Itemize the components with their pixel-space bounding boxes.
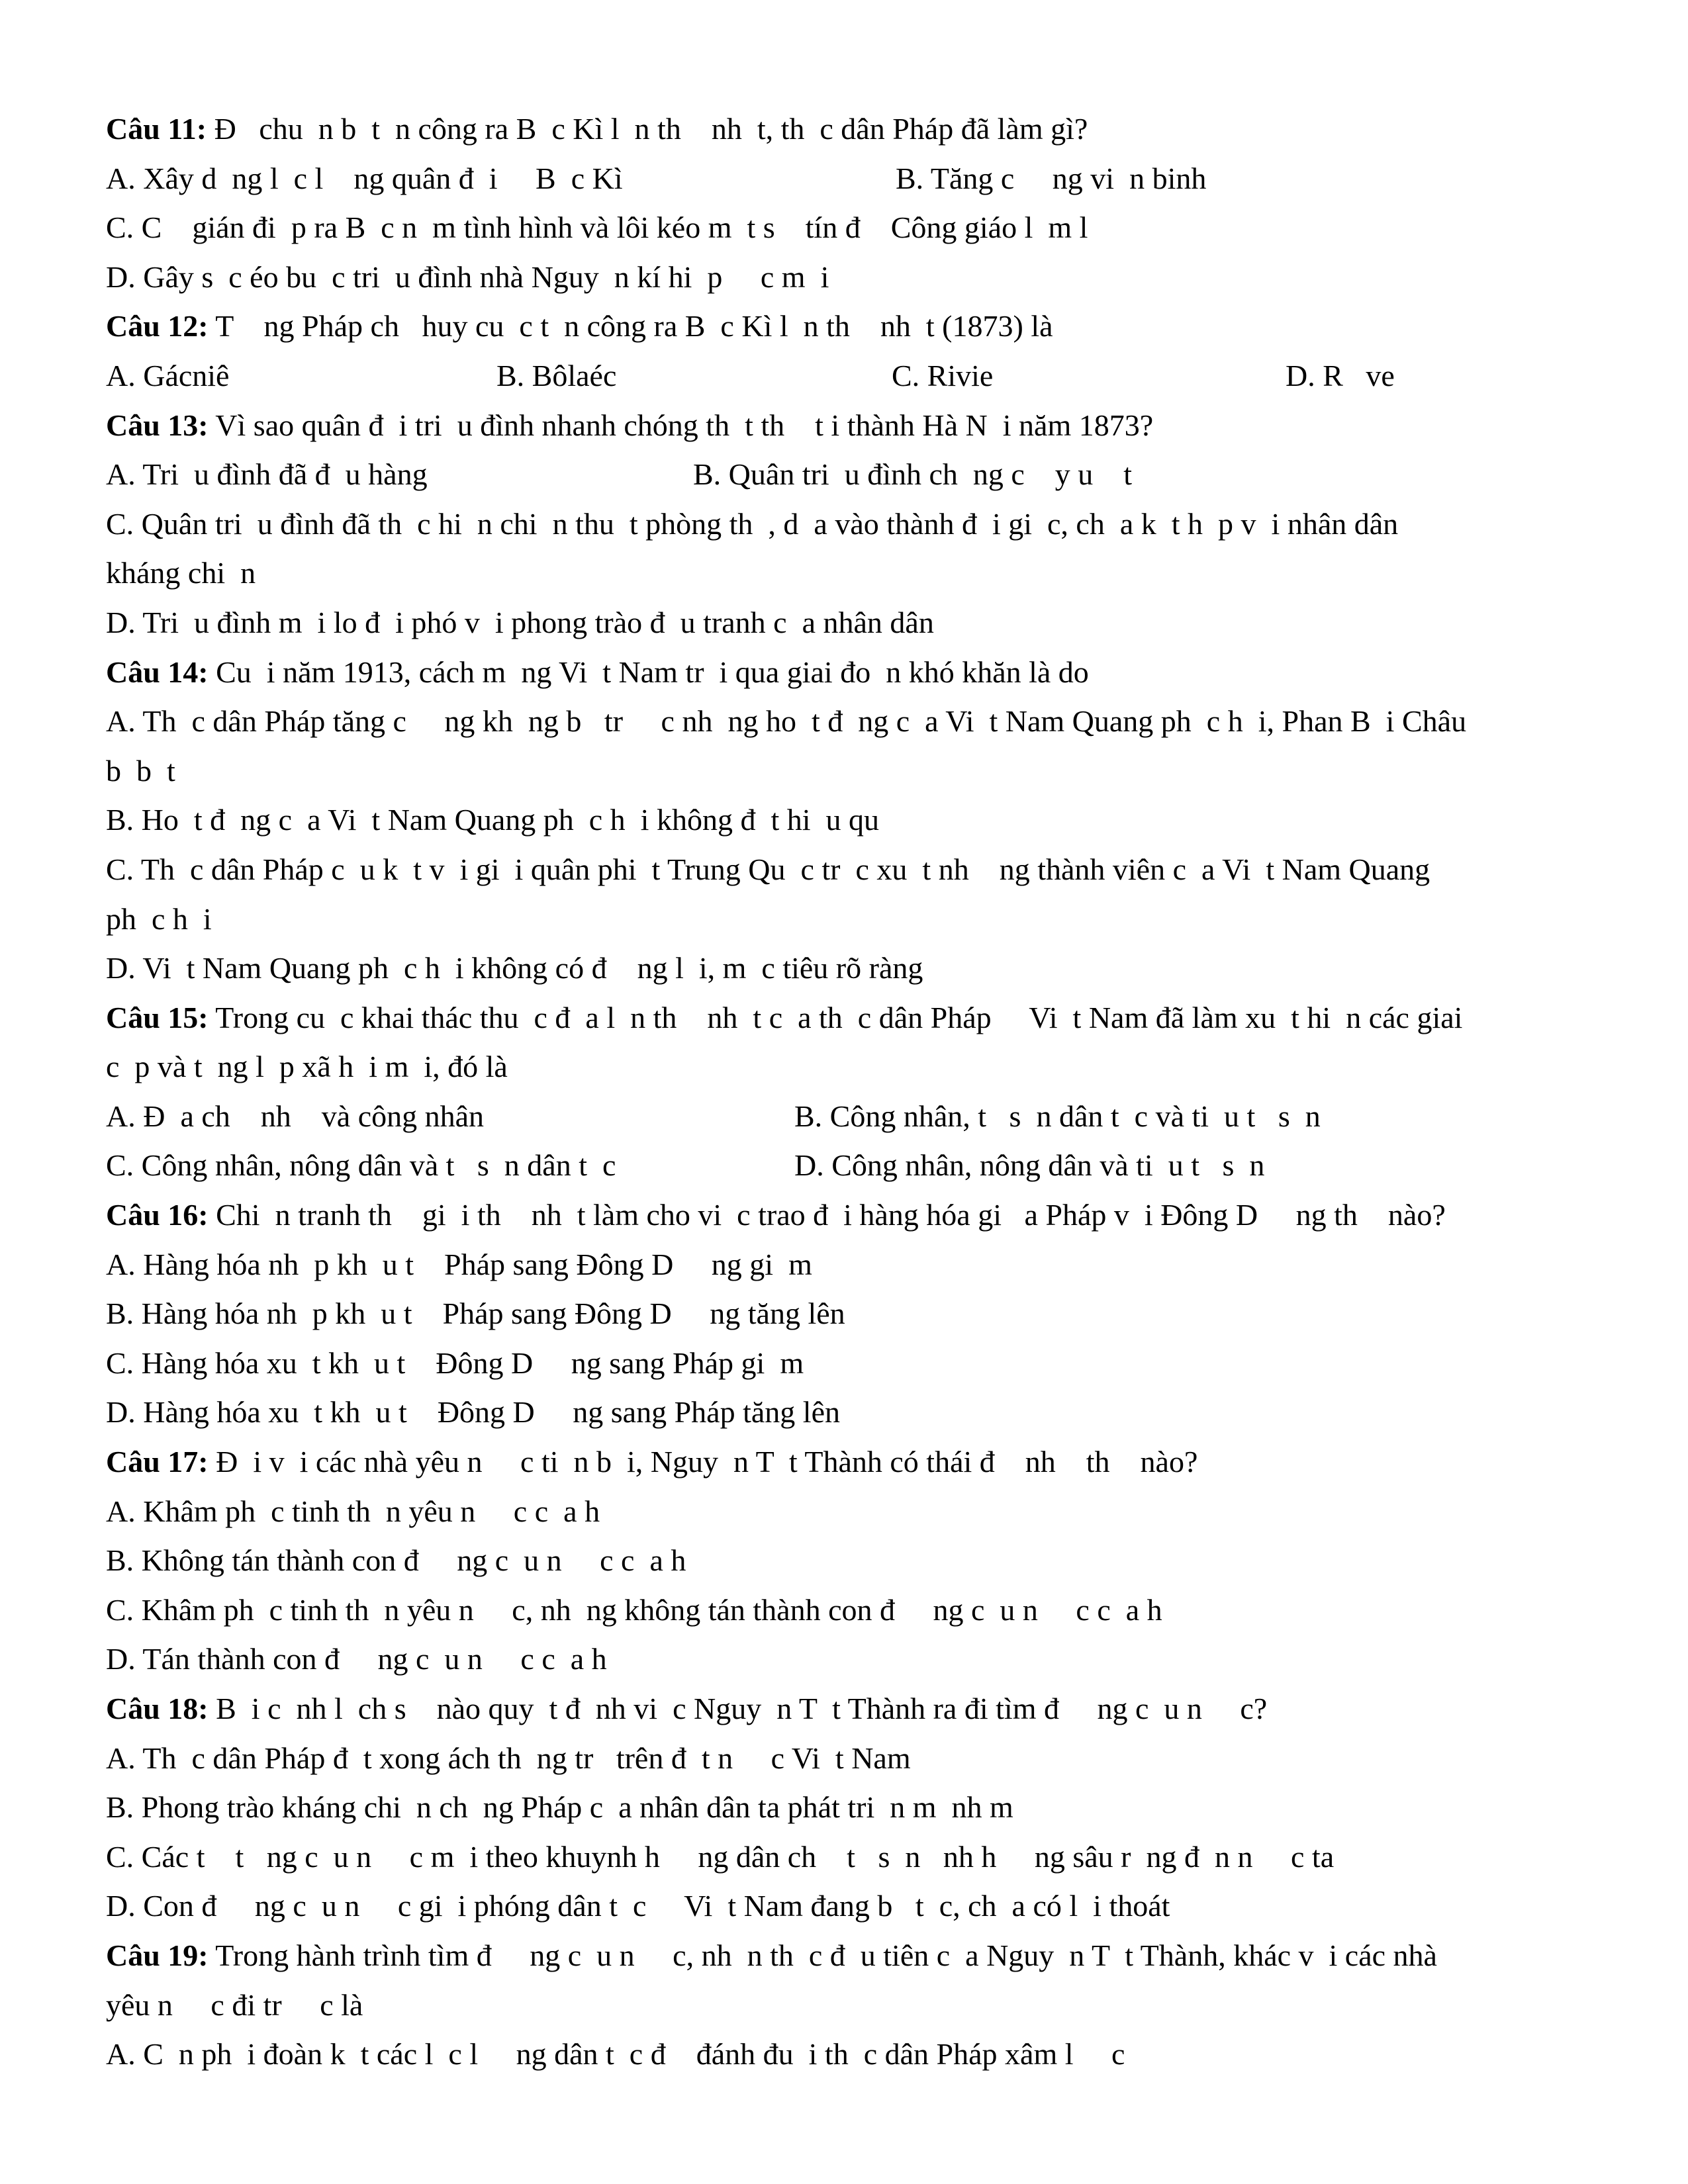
question-17 <box>106 1437 1589 1487</box>
question-text: Vì sao quân đ i tri u đình nhanh chóng th t th t i thành Hà N i năm 1873? <box>208 408 1154 442</box>
option-d: D. Vi t Nam Quang ph c h i không có đ ng l i, m c tiêu rõ ràng <box>106 951 923 985</box>
question-label: Câu 12: <box>106 309 209 343</box>
question-label: Câu 14: <box>106 655 209 689</box>
question-label: Câu 19: <box>106 1938 209 1972</box>
option-c-continued: kháng chi n <box>106 556 256 590</box>
option-d: D. Gây s c éo bu c tri u đình nhà Nguy n kí hi p c m i <box>106 259 829 294</box>
question-label: Câu 16: <box>106 1198 209 1232</box>
question-text: Trong hành trình tìm đ ng c u n c, nh n th c đ u tiên c a Nguy n T t Thành, khác v i các nhà <box>208 1938 1437 1972</box>
question-text: Đ chu n b t n công ra B c Kì l n th nh t, th c dân Pháp đã làm gì? <box>207 112 1088 146</box>
option-d: D. Tri u đình m i lo đ i phó v i phong trào đ u tranh c a nhân dân <box>106 605 934 639</box>
question-19 <box>106 1931 1589 1981</box>
document-page <box>106 105 1589 2079</box>
option-row <box>106 351 1589 401</box>
option-d: D. Công nhân, nông dân và ti u t s n <box>794 1148 1265 1183</box>
option-d: D. Hàng hóa xu t kh u t Đông D ng sang Pháp tăng lên <box>106 1395 840 1430</box>
option-b: B. Hàng hóa nh p kh u t Pháp sang Đông D ng tăng lên <box>106 1297 845 1331</box>
option-b: B. Không tán thành con đ ng c u n c c a h <box>106 1543 686 1578</box>
option-row <box>106 1141 1589 1191</box>
option-a: A. Gácniê <box>106 358 230 392</box>
option-b: B. Ho t đ ng c a Vi t Nam Quang ph c h i không đ t hi u qu <box>106 803 880 837</box>
question-16 <box>106 1191 1589 1240</box>
option-a: A. Th c dân Pháp tăng c ng kh ng b tr c nh ng ho t đ ng c a Vi t Nam Quang ph c h i, Phan B i Châu <box>106 704 1467 739</box>
option-b: B. Công nhân, t s n dân t c và ti u t s n <box>794 1099 1321 1133</box>
option-c: C. Rivie <box>892 358 994 392</box>
option-a: A. Th c dân Pháp đ t xong ách th ng tr trên đ t n c Vi t Nam <box>106 1741 911 1775</box>
option-b: B. Tăng c ng vi n binh <box>896 161 1207 195</box>
option-row <box>106 154 1589 204</box>
option-a: A. Đ a ch nh và công nhân <box>106 1099 485 1133</box>
question-text: Đ i v i các nhà yêu n c ti n b i, Nguy n T t Thành có thái đ nh th nào? <box>208 1445 1198 1479</box>
option-row <box>106 450 1589 500</box>
question-text-continued: yêu n c đi tr c là <box>106 1987 363 2022</box>
option-a: A. C n ph i đoàn k t các l c l ng dân t c đ đánh đu i th c dân Pháp xâm l c <box>106 2037 1125 2071</box>
question-label: Câu 13: <box>106 408 209 442</box>
option-c: C. Khâm ph c tinh th n yêu n c, nh ng không tán thành con đ ng c u n c c a h <box>106 1592 1162 1627</box>
option-a: A. Xây d ng l c l ng quân đ i B c Kì <box>106 161 623 195</box>
option-c: C. Hàng hóa xu t kh u t Đông D ng sang Pháp gi m <box>106 1345 804 1380</box>
question-15 <box>106 993 1589 1043</box>
question-13 <box>106 401 1589 451</box>
option-row <box>106 1092 1589 1142</box>
option-b: B. Bôlaéc <box>496 358 617 392</box>
option-a: A. Hàng hóa nh p kh u t Pháp sang Đông D ng gi m <box>106 1247 812 1281</box>
option-d: D. Con đ ng c u n c gi i phóng dân t c Vi t Nam đang b t c, ch a có l i thoát <box>106 1889 1170 1923</box>
option-c-continued: ph c h i <box>106 901 212 936</box>
question-14 <box>106 648 1589 698</box>
option-d: D. Tán thành con đ ng c u n c c a h <box>106 1642 607 1676</box>
option-b: B. Quân tri u đình ch ng c y u t <box>693 457 1133 492</box>
option-c: C. C gián đi p ra B c n m tình hình và lôi kéo m t s tín đ Công giáo l m l <box>106 210 1088 245</box>
question-label: Câu 17: <box>106 1445 209 1479</box>
option-a: A. Khâm ph c tinh th n yêu n c c a h <box>106 1494 600 1528</box>
option-c: C. Các t t ng c u n c m i theo khuynh h ng dân ch t s n nh h ng sâu r ng đ n n c ta <box>106 1839 1335 1874</box>
question-text-continued: c p và t ng l p xã h i m i, đó là <box>106 1050 508 1084</box>
option-a: A. Tri u đình đã đ u hàng <box>106 457 428 492</box>
question-text: B i c nh l ch s nào quy t đ nh vi c Nguy n T t Thành ra đi tìm đ ng c u n c? <box>208 1692 1268 1725</box>
option-c: C. Công nhân, nông dân và t s n dân t c <box>106 1148 616 1183</box>
question-label: Câu 18: <box>106 1692 209 1725</box>
question-18 <box>106 1684 1589 1734</box>
option-c: C. Th c dân Pháp c u k t v i gi i quân phi t Trung Qu c tr c xu t nh ng thành viên c a Vi t Nam Quang <box>106 852 1430 886</box>
question-text: Chi n tranh th gi i th nh t làm cho vi c trao đ i hàng hóa gi a Pháp v i Đông D ng th nào? <box>208 1198 1446 1232</box>
question-text: Trong cu c khai thác thu c đ a l n th nh t c a th c dân Pháp Vi t Nam đã làm xu t hi n các giai <box>208 1000 1463 1034</box>
question-text: Cu i năm 1913, cách m ng Vi t Nam tr i qua giai đo n khó khăn là do <box>208 655 1089 689</box>
option-d: D. R ve <box>1286 358 1395 392</box>
question-label: Câu 11: <box>106 112 207 146</box>
option-b: B. Phong trào kháng chi n ch ng Pháp c a nhân dân ta phát tri n m nh m <box>106 1790 1013 1825</box>
option-c: C. Quân tri u đình đã th c hi n chi n thu t phòng th , d a vào thành đ i gi c, ch a k t h p v i nhân dân <box>106 506 1399 541</box>
question-text: T ng Pháp ch huy cu c t n công ra B c Kì l n th nh t (1873) là <box>208 309 1053 343</box>
question-12 <box>106 302 1589 351</box>
option-a-continued: b b t <box>106 753 175 788</box>
question-11 <box>106 105 1589 154</box>
question-label: Câu 15: <box>106 1000 209 1034</box>
